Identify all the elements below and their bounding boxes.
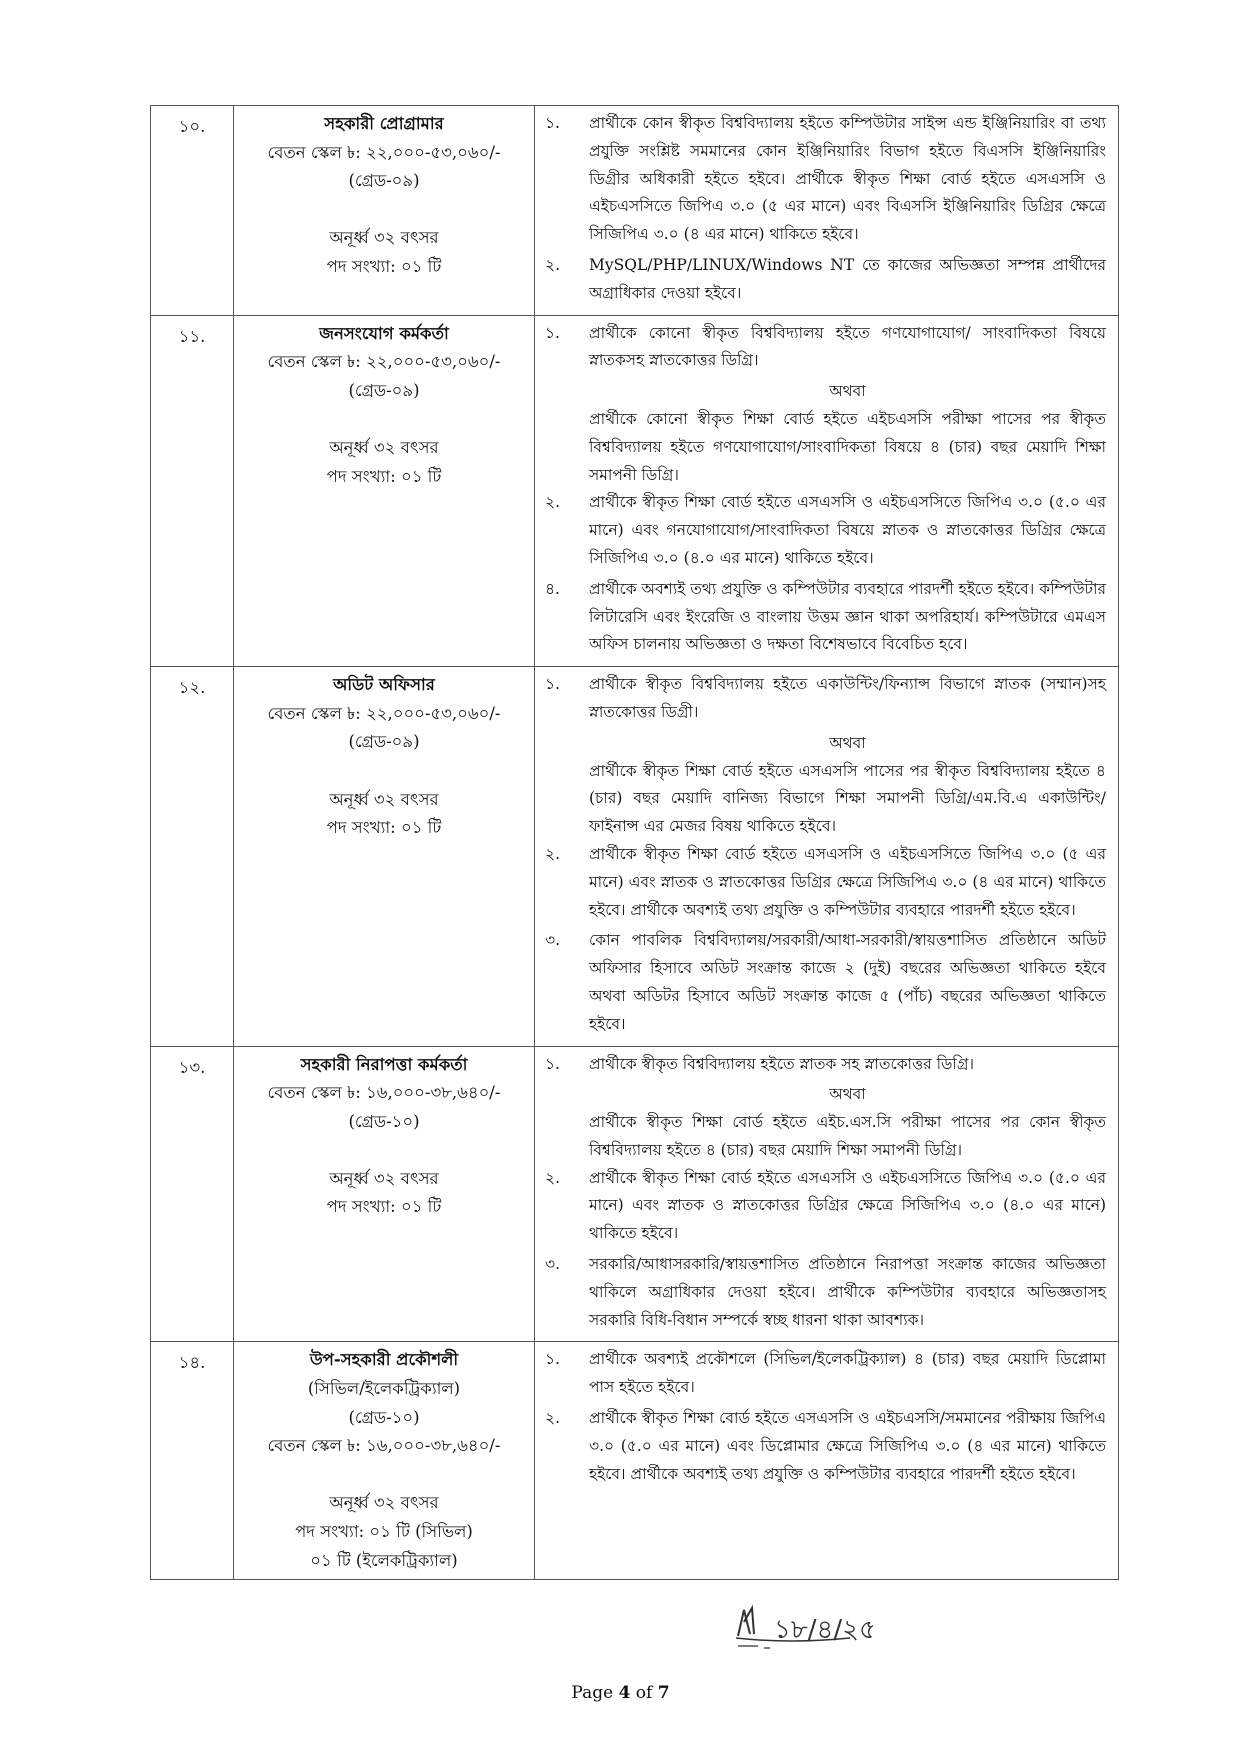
or-separator: অথবা	[829, 733, 866, 752]
requirement-item	[545, 1251, 1106, 1334]
requirement-text	[589, 489, 1106, 572]
requirement-number: ২.	[545, 1168, 561, 1187]
post-serial: ১৪.	[151, 1342, 234, 1580]
requirements-table	[150, 105, 1119, 1580]
requirement-text	[589, 671, 1106, 727]
spacer	[240, 757, 528, 786]
post-subtitle: (সিভিল/ইলেকট্রিক্যাল)	[307, 1379, 461, 1399]
post-row	[151, 315, 1119, 667]
post-requirements	[535, 667, 1119, 1046]
post-pay-scale: বেতন স্কেল ৳: ২২,০০০-৫৩,০৬০/-	[267, 703, 501, 723]
post-serial: ১১.	[151, 315, 234, 667]
footer-prefix: Page	[571, 1683, 619, 1703]
post-row	[151, 106, 1119, 316]
requirement-text	[589, 110, 1106, 249]
post-row	[151, 1342, 1119, 1580]
requirement-text	[589, 252, 1106, 308]
post-pay-scale: বেতন স্কেল ৳: ১৬,০০০-৩৮,৬৪০/-	[267, 1436, 501, 1456]
post-row	[151, 667, 1119, 1046]
post-title: সহকারী নিরাপত্তা কর্মকর্তা	[300, 1054, 468, 1074]
post-vacancy-count: পদ সংখ্যা: ০১ টি	[326, 818, 442, 838]
post-pay-scale: বেতন স্কেল ৳: ১৬,০০০-৩৮,৬৪০/-	[267, 1083, 501, 1103]
post-info	[234, 1046, 535, 1342]
page-footer	[0, 1683, 1241, 1703]
post-info	[234, 667, 535, 1046]
requirement-text	[589, 841, 1106, 924]
post-requirements	[535, 315, 1119, 667]
requirement-number: ৩.	[545, 1255, 561, 1274]
requirement-number: ১.	[545, 675, 560, 694]
requirement-paragraph: প্রার্থীকে কোন স্বীকৃত বিশ্ববিদ্যালয় হইতে কম্পিউটার সাইন্স এন্ড ইঞ্জিনিয়ারিং বা তথ্য প্রযুক্তি সংশ্লিষ্ট সমমানের কোন ইঞ্জিনিয়ারিং বিভাগ হইতে বিএসসি ইঞ্জিনিয়ারিং ডিগ্রীর অধিকারী হইতে হইবে। প্রার্থীকে স্বীকৃত শিক্ষা বোর্ড হইতে এসএসসি ও এইচএসসিতে জিপিএ ৩.০ (৫ এর মানে) এবং বিএসসি ইঞ্জিনিয়ারিং ডিগ্রির ক্ষেত্রে সিজিপিএ ৩.০ (৪ এর মানে) থাকিতে হইবে।	[589, 114, 1106, 244]
requirement-number: ১.	[545, 323, 560, 342]
requirement-number: ২.	[545, 1409, 561, 1428]
post-vacancy-count: পদ সংখ্যা: ০১ টি (সিভিল)	[295, 1522, 473, 1542]
signature-date: ১৮/৪/২৫	[774, 1615, 876, 1645]
post-title: সহকারী প্রোগ্রামার	[324, 114, 444, 133]
post-title: উপ-সহকারী প্রকৌশলী	[309, 1350, 459, 1370]
post-vacancy-count: পদ সংখ্যা: ০১ টি	[326, 256, 442, 276]
post-vacancy-count-2: ০১ টি (ইলেকট্রিক্যাল)	[310, 1550, 458, 1570]
post-info	[234, 315, 535, 667]
requirement-text	[589, 1405, 1106, 1488]
post-vacancy-count: পদ সংখ্যা: ০১ টি	[326, 466, 442, 486]
post-info	[234, 106, 535, 316]
requirement-paragraph: MySQL/PHP/LINUX/Windows NT তে কাজের অভিজ্ঞতা সম্পন্ন প্রার্থীদের অগ্রাধিকার দেওয়া হইবে।	[589, 255, 1106, 302]
requirement-text	[589, 1251, 1106, 1334]
requirement-item	[545, 1405, 1106, 1488]
requirement-text	[589, 576, 1106, 659]
post-age-limit: অনূর্ধ্ব ৩২ বৎসর	[329, 437, 439, 457]
requirement-text	[589, 1346, 1106, 1402]
spacer	[240, 1461, 528, 1490]
requirement-paragraph: প্রার্থীকে স্বীকৃত বিশ্ববিদ্যালয় হইতে স্নাতক সহ স্নাতকোত্তর ডিগ্রি।	[589, 1054, 975, 1073]
post-grade: (গ্রেড-০৯)	[348, 171, 420, 191]
post-serial: ১২.	[151, 667, 234, 1046]
footer-total-pages: 7	[657, 1683, 670, 1703]
post-vacancy-count: পদ সংখ্যা: ০১ টি	[326, 1197, 442, 1217]
post-age-limit: অনূর্ধ্ব ৩২ বৎসর	[329, 1493, 439, 1513]
or-separator: অথবা	[829, 382, 866, 401]
post-pay-scale: বেতন স্কেল ৳: ২২,০০০-৫৩,০৬০/-	[267, 352, 501, 372]
requirement-item	[545, 489, 1106, 572]
requirement-number: ২.	[545, 844, 561, 863]
requirement-text	[589, 320, 1106, 376]
requirement-item	[545, 110, 1106, 249]
requirement-item	[545, 320, 1106, 376]
requirement-paragraph: প্রার্থীকে অবশ্যই প্রকৌশলে (সিভিল/ইলেকট্রিক্যাল) ৪ (চার) বছর মেয়াদি ডিপ্লোমা পাস হইতে হইবে।	[589, 1350, 1106, 1397]
alternative-requirement: প্রার্থীকে কোনো স্বীকৃত শিক্ষা বোর্ড হইতে এইচএসসি পরীক্ষা পাসের পর স্বীকৃত বিশ্ববিদ্যালয় হইতে গণযোগাযোগ/সাংবাদিকতা বিষয়ে ৪ (চার) বছর মেয়াদি শিক্ষা সমাপনী ডিগ্রি।	[589, 409, 1106, 484]
post-title: জনসংযোগ কর্মকর্তা	[319, 323, 449, 343]
requirement-paragraph: প্রার্থীকে স্বীকৃত শিক্ষা বোর্ড হইতে এসএসসি ও এইচএসসিতে জিপিএ ৩.০ (৫.০ এর মানে) এবং স্নাতক ও স্নাতকোত্তর ডিগ্রির ক্ষেত্রে সিজিপিএ ৩.০ (৪.০ এর মানে) থাকিতে হইবে।	[589, 1168, 1106, 1243]
requirements-table-body	[151, 106, 1119, 1580]
post-grade: (গ্রেড-০৯)	[348, 732, 420, 752]
requirement-paragraph: প্রার্থীকে স্বীকৃত বিশ্ববিদ্যালয় হইতে একাউন্টিং/ফিন্যান্স বিভাগে স্নাতক (সম্মান)সহ স্নাতকোত্তর ডিগ্রী।	[589, 675, 1106, 721]
requirement-paragraph: প্রার্থীকে অবশ্যই তথ্য প্রযুক্তি ও কম্পিউটার ব্যবহারে পারদর্শী হইতে হইবে। কম্পিউটার লিটারেসি এবং ইংরেজি ও বাংলায় উত্তম জ্ঞান থাকা অপরিহার্য। কম্পিউটারে এমএস অফিস চালনায় অভিজ্ঞতা ও দক্ষতা বিশেষভাবে বিবেচিত হবে।	[589, 579, 1106, 654]
requirement-item	[545, 576, 1106, 659]
alternative-requirement: প্রার্থীকে স্বীকৃত শিক্ষা বোর্ড হইতে এইচ.এস.সি পরীক্ষা পাসের পর কোন স্বীকৃত বিশ্ববিদ্যালয় হইতে ৪ (চার) বছর মেয়াদি শিক্ষা সমাপনী ডিগ্রি।	[589, 1113, 1106, 1159]
post-grade: (গ্রেড-০৯)	[348, 380, 420, 400]
requirement-item	[545, 671, 1106, 727]
requirement-number: ২.	[545, 255, 561, 274]
requirement-number: ১.	[545, 1350, 560, 1369]
signature-mark	[730, 1598, 960, 1656]
requirement-item	[545, 1346, 1106, 1402]
requirement-text	[589, 1051, 1106, 1079]
requirement-number: ১.	[545, 114, 560, 132]
post-title: অডিট অফিসার	[333, 675, 435, 695]
requirement-number: ৪.	[545, 579, 560, 598]
requirement-paragraph: প্রার্থীকে স্বীকৃত শিক্ষা বোর্ড হইতে এসএসসি ও এইচএসসি/সমমানের পরীক্ষায় জিপিএ ৩.০ (৫.০ এর মানে) এবং ডিপ্লোমার ক্ষেত্রে সিজিপিএ ৩.০ (৪ এর মানে) থাকিতে হইবে। প্রার্থীকে অবশ্যই তথ্য প্রযুক্তি ও কম্পিউটার ব্যবহারে পারদর্শী হইতে হইবে।	[589, 1409, 1106, 1483]
requirement-paragraph: প্রার্থীকে কোনো স্বীকৃত বিশ্ববিদ্যালয় হইতে গণযোগাযোগ/ সাংবাদিকতা বিষয়ে স্নাতকসহ স্নাতকোত্তর ডিগ্রি।	[589, 323, 1106, 370]
post-grade: (গ্রেড-১০)	[348, 1111, 420, 1131]
post-requirements	[535, 1046, 1119, 1342]
post-requirements	[535, 106, 1119, 316]
requirement-item	[545, 927, 1106, 1038]
spacer	[240, 196, 528, 225]
requirement-paragraph: প্রার্থীকে স্বীকৃত শিক্ষা বোর্ড হইতে এসএসসি ও এইচএসসিতে জিপিএ ৩.০ (৫.০ এর মানে) এবং গনযোগাযোগ/সাংবাদিকতা বিষয়ে স্নাতক ও স্নাতকোত্তর ডিগ্রির ক্ষেত্রে সিজিপিএ ৩.০ (৪.০ এর মানে) থাকিতে হইবে।	[589, 493, 1106, 567]
requirement-paragraph: কোন পাবলিক বিশ্ববিদ্যালয়/সরকারী/আধা-সরকারী/স্বায়ত্তশাসিত প্রতিষ্ঠানে অডিট অফিসার হিসাবে অডিট সংক্রান্ত কাজে ২ (দুই) বছরের অভিজ্ঞতা থাকিতে হইবে অথবা অডিটর হিসাবে অডিট সংক্রান্ত কাজে ৫ (পাঁচ) বছরের অভিজ্ঞতা থাকিতে হইবে।	[589, 931, 1106, 1033]
spacer	[240, 1136, 528, 1165]
requirement-text	[589, 1165, 1106, 1248]
post-age-limit: অনূর্ধ্ব ৩২ বৎসর	[329, 789, 439, 809]
footer-current-page: 4	[618, 1683, 631, 1703]
requirement-item	[545, 252, 1106, 308]
post-row	[151, 1046, 1119, 1342]
post-grade: (গ্রেড-১০)	[348, 1407, 420, 1427]
requirement-item	[545, 1051, 1106, 1079]
post-pay-scale: বেতন স্কেল ৳: ২২,০০০-৫৩,০৬০/-	[267, 142, 501, 162]
or-separator: অথবা	[829, 1085, 866, 1104]
requirement-number: ১.	[545, 1054, 560, 1073]
post-serial: ১০.	[151, 106, 234, 316]
requirement-number: ২.	[545, 493, 561, 512]
post-requirements	[535, 1342, 1119, 1580]
post-info	[234, 1342, 535, 1580]
requirement-item	[545, 841, 1106, 924]
post-age-limit: অনূর্ধ্ব ৩২ বৎসর	[329, 1168, 439, 1188]
alternative-requirement: প্রার্থীকে স্বীকৃত শিক্ষা বোর্ড হইতে এসএসসি পাসের পর স্বীকৃত বিশ্ববিদ্যালয় হইতে ৪ (চার) বছর মেয়াদি বানিজ্য বিভাগে শিক্ষা সমাপনী ডিগ্রি/এম.বি.এ একাউন্টিং/ফাইনান্স এর মেজর বিষয় থাকিতে হইবে।	[589, 761, 1106, 836]
requirement-paragraph: সরকারি/আধাসরকারি/স্বায়ত্তশাসিত প্রতিষ্ঠানে নিরাপত্তা সংক্রান্ত কাজের অভিজ্ঞতা থাকিলে অগ্রাধিকার দেওয়া হইবে। প্রার্থীকে কম্পিউটার ব্যবহারে অভিজ্ঞতাসহ সরকারি বিধি-বিধান সম্পর্কে স্বচ্ছ ধারনা থাকা আবশ্যক।	[589, 1255, 1106, 1329]
requirement-item	[545, 1165, 1106, 1248]
post-serial: ১৩.	[151, 1046, 234, 1342]
spacer	[240, 405, 528, 434]
requirement-paragraph: প্রার্থীকে স্বীকৃত শিক্ষা বোর্ড হইতে এসএসসি ও এইচএসসিতে জিপিএ ৩.০ (৫ এর মানে) এবং স্নাতক ও স্নাতকোত্তর ডিগ্রির ক্ষেত্রে সিজিপিএ ৩.০ (৪ এর মানে) থাকিতে হইবে। প্রার্থীকে অবশ্যই তথ্য প্রযুক্তি ও কম্পিউটার ব্যবহারে পারদর্শী হইতে হইবে।	[589, 844, 1106, 919]
footer-middle: of	[630, 1683, 658, 1703]
requirement-text	[589, 927, 1106, 1038]
requirement-number: ৩.	[545, 931, 561, 950]
post-age-limit: অনূর্ধ্ব ৩২ বৎসর	[329, 228, 439, 248]
